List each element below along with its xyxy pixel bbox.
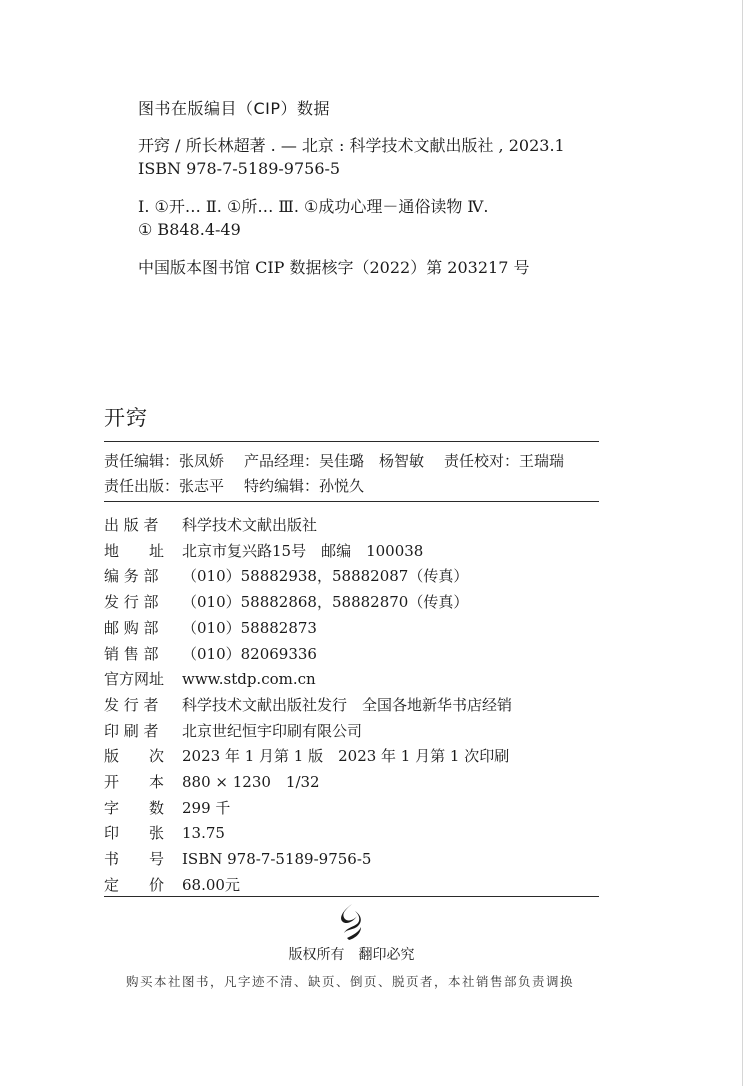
pub-label: 地 址 xyxy=(104,541,165,560)
pub-value: 2023 年 1 月第 1 版 2023 年 1 月第 1 次印刷 xyxy=(182,747,510,766)
pub-label: 邮 购 部 xyxy=(104,618,159,637)
pub-row xyxy=(104,513,599,539)
pub-row xyxy=(104,847,599,873)
cip-block-citation xyxy=(138,134,618,180)
pub-label: 印 刷 者 xyxy=(104,721,159,740)
pub-row xyxy=(104,873,599,899)
publication-info xyxy=(104,513,599,899)
pub-label: 定 价 xyxy=(104,875,165,894)
pub-value: （010）58882938，58882087（传真） xyxy=(182,567,469,586)
credit-row xyxy=(104,474,599,499)
pub-value: 880 × 1230 1/32 xyxy=(182,773,320,792)
cip-line-isbn: ISBN 978-7-5189-9756-5 xyxy=(138,159,341,178)
credit-item: 产品经理：吴佳璐 杨智敏 xyxy=(244,452,425,470)
publisher-logo-icon xyxy=(335,902,369,942)
pub-row xyxy=(104,642,599,668)
pub-label: 版 次 xyxy=(104,747,165,766)
cip-line-class-number: ① B848.4-49 xyxy=(138,220,241,239)
pub-value: 科学技术文献出版社发行 全国各地新华书店经销 xyxy=(182,695,513,714)
credits-divider xyxy=(104,501,599,502)
pub-label: 官方网址 xyxy=(104,670,165,689)
pub-value: 299 千 xyxy=(182,798,231,817)
pub-value: 北京世纪恒宇印刷有限公司 xyxy=(182,721,363,740)
pub-row xyxy=(104,539,599,565)
credit-item: 责任出版：张志平 xyxy=(104,477,225,495)
cip-line-subjects: Ⅰ. ①开… Ⅱ. ①所… Ⅲ. ①成功心理－通俗读物 Ⅳ. xyxy=(138,197,489,216)
pub-label: 销 售 部 xyxy=(104,644,159,663)
replacement-notice: 购买本社图书，凡字迹不清、缺页、倒页、脱页者，本社销售部负责调换 xyxy=(125,974,574,989)
pub-value: （010）58882868，58882870（传真） xyxy=(182,593,469,612)
pub-value: （010）82069336 xyxy=(182,644,317,663)
pub-value: 北京市复兴路15号 邮编 100038 xyxy=(182,541,424,560)
credits-section xyxy=(104,449,599,499)
pub-label: 字 数 xyxy=(104,798,165,817)
pub-row xyxy=(104,667,599,693)
credit-row xyxy=(104,449,599,474)
pub-value: www.stdp.com.cn xyxy=(182,670,316,689)
page-edge-line xyxy=(742,0,743,1086)
book-title: 开窍 xyxy=(104,406,148,430)
pub-value: ISBN 978-7-5189-9756-5 xyxy=(182,850,372,869)
credit-item: 责任编辑：张凤娇 xyxy=(104,452,225,470)
publication-divider-bottom xyxy=(104,896,599,897)
pub-label: 发 行 部 xyxy=(104,593,159,612)
pub-row xyxy=(104,744,599,770)
pub-row xyxy=(104,693,599,719)
pub-label: 出 版 者 xyxy=(104,516,159,534)
pub-label: 开 本 xyxy=(104,773,165,792)
cip-line-record-number: 中国版本图书馆 CIP 数据核字（2022）第 203217 号 xyxy=(138,258,530,277)
pub-row xyxy=(104,770,599,796)
pub-value: 科学技术文献出版社 xyxy=(182,516,318,534)
pub-row xyxy=(104,796,599,822)
pub-value: （010）58882873 xyxy=(182,618,317,637)
pub-row xyxy=(104,564,599,590)
credit-item: 责任校对：王瑞瑞 xyxy=(444,452,565,470)
cip-block-classification xyxy=(138,195,618,241)
pub-row xyxy=(104,719,599,745)
pub-label: 书 号 xyxy=(104,850,165,869)
pub-value: 68.00元 xyxy=(182,875,240,894)
rights-statement: 版权所有 翻印必究 xyxy=(288,947,415,963)
pub-label: 发 行 者 xyxy=(104,695,159,714)
pub-row xyxy=(104,590,599,616)
pub-row xyxy=(104,616,599,642)
credit-item: 特约编辑：孙悦久 xyxy=(244,477,365,495)
pub-row xyxy=(104,821,599,847)
pub-label: 编 务 部 xyxy=(104,567,159,586)
cip-line-citation: 开窍 / 所长林超著 . — 北京 : 科学技术文献出版社 , 2023.1 xyxy=(138,136,565,155)
pub-label: 印 张 xyxy=(104,824,165,843)
title-divider-top xyxy=(104,441,599,442)
cip-heading: 图书在版编目（CIP）数据 xyxy=(138,99,331,118)
cip-section xyxy=(138,98,618,279)
pub-value: 13.75 xyxy=(182,824,225,843)
